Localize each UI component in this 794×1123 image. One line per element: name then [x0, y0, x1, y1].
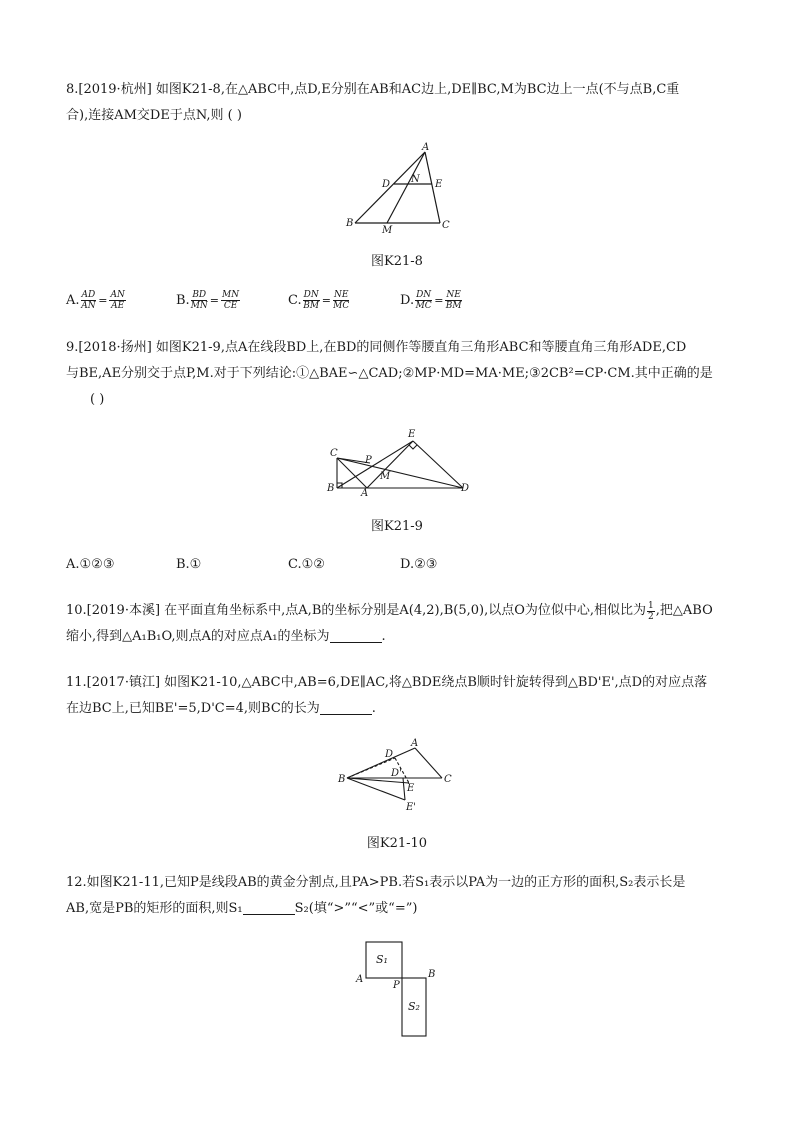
- q8-seg-am: [387, 152, 425, 223]
- q8-option-a-frac2: $\frac{AN}{AE}$: [110, 290, 125, 311]
- question-8: [66, 77, 730, 129]
- q9-seg-ed: [413, 441, 463, 488]
- q11-label-c: C: [444, 774, 452, 785]
- question-11: [66, 670, 730, 722]
- q8-text-line1: 8.[2019·杭州] 如图K21-8,在△ABC中,点D,E分别在AB和AC边上,DE∥BC,M为BC边上一点(不与点B,C重: [66, 82, 680, 97]
- q11-seg-bd-dashed: [347, 758, 395, 778]
- q12-label-b: B: [428, 969, 436, 980]
- q11-text-line1: 11.[2017·镇江] 如图K21-10,△ABC中,AB=6,DE∥AC,将△BDE绕点B顺时针旋转得到△BD'E',点D的对应点落: [66, 675, 708, 690]
- figure-k21-8: [340, 140, 460, 235]
- q9-label-m: M: [380, 471, 391, 482]
- q9-option-d[interactable]: D.②③: [400, 557, 438, 572]
- q8-option-d-frac1: $\frac{DN}{MC}$: [415, 290, 432, 311]
- q8-label-d: D: [382, 179, 391, 190]
- q8-option-a[interactable]: A. $\frac{AD}{AN}$ = $\frac{AN}{AE}$: [66, 290, 125, 311]
- q11-caption: 图K21-10: [366, 836, 428, 851]
- q10-answer-blank[interactable]: [330, 628, 382, 643]
- q9-label-e: E: [408, 429, 416, 440]
- q11-label-b: B: [338, 774, 346, 785]
- figure-k21-10: [335, 738, 465, 816]
- q11-seg-ac: [415, 748, 442, 778]
- q8-label-m: M: [382, 225, 393, 235]
- question-10: [66, 598, 730, 650]
- q8-label-e: E: [435, 179, 443, 190]
- q9-text-line3: ( ): [90, 392, 105, 407]
- q12-label-s1: S₁: [376, 953, 388, 966]
- q9-label-p: P: [365, 455, 372, 466]
- q9-text-line2: 与BE,AE分别交于点P,M.对于下列结论:①△BAE∽△CAD;②MP·MD=MA·ME;③2CB²=CP·CM.其中正确的是: [66, 366, 713, 381]
- q11-text-line2: 在边BC上,已知BE'=5,D'C=4,则BC的长为 .: [66, 701, 376, 716]
- q8-option-c-frac1: $\frac{DN}{BM}$: [303, 290, 320, 311]
- q8-option-d-frac2: $\frac{NE}{BM}$: [445, 290, 462, 311]
- figure-k21-11: [352, 938, 442, 1040]
- q11-seg-be-prime: [347, 778, 405, 800]
- question-12: [66, 870, 730, 922]
- q11-label-e-prime: E': [406, 802, 417, 813]
- q11-answer-blank[interactable]: [320, 700, 372, 715]
- q11-label-e: E: [407, 783, 415, 794]
- q8-option-a-frac1: $\frac{AD}{AN}$: [81, 290, 96, 311]
- q8-option-c[interactable]: C. $\frac{DN}{BM}$ = $\frac{NE}{MC}$: [288, 290, 350, 311]
- figure-k21-9: [323, 425, 475, 497]
- q9-text-line1: 9.[2018·扬州] 如图K21-9,点A在线段BD上,在BD的同侧作等腰直角三角形ABC和等腰直角三角形ADE,CD: [66, 340, 687, 355]
- q12-text-line1: 12.如图K21-11,已知P是线段AB的黄金分割点,且PA>PB.若S₁表示以PA为一边的正方形的面积,S₂表示长是: [66, 875, 686, 890]
- q9-seg-be: [337, 441, 413, 488]
- q9-label-c: C: [330, 448, 338, 459]
- q11-label-d-prime: D': [391, 768, 402, 779]
- q8-text-line2: 合),连接AM交DE于点N,则 ( ): [66, 108, 242, 123]
- q8-option-d[interactable]: D. $\frac{DN}{MC}$ = $\frac{NE}{BM}$: [400, 290, 462, 311]
- q10-text-line2: 缩小,得到△A₁B₁O,则点A的对应点A₁的坐标为 .: [66, 629, 386, 644]
- q10-ratio-fraction: $\frac{1}{2}$: [648, 600, 654, 622]
- q9-option-a[interactable]: A.①②③: [66, 557, 115, 572]
- q8-option-b-frac2: $\frac{MN}{CE}$: [222, 290, 240, 311]
- q10-text-line1: 10.[2019·本溪] 在平面直角坐标系中,点A,B的坐标分别是A(4,2),B(5,0),以点O为位似中心,相似比为 $\frac{1}{2}$ ,把△ABO: [66, 600, 713, 622]
- question-9: [66, 335, 730, 413]
- q12-label-s2: S₂: [408, 1000, 420, 1013]
- q12-label-a: A: [356, 974, 364, 985]
- q8-caption: 图K21-8: [371, 254, 423, 269]
- q11-label-d: D: [385, 749, 394, 760]
- q9-label-a: A: [361, 488, 369, 497]
- q12-text-line2: AB,宽是PB的矩形的面积,则S₁ S₂(填“>”“<”或“=”): [66, 901, 418, 916]
- q8-option-c-frac2: $\frac{NE}{MC}$: [333, 290, 350, 311]
- q8-label-c: C: [442, 220, 450, 231]
- q9-right-angle-e: [409, 445, 417, 449]
- q8-option-b-frac1: $\frac{BD}{MN}$: [190, 290, 208, 311]
- q12-label-p: P: [393, 980, 400, 991]
- q9-option-c[interactable]: C.①②: [288, 557, 325, 572]
- q9-seg-cd: [337, 458, 463, 488]
- q8-label-n: N: [411, 174, 420, 185]
- q9-caption: 图K21-9: [371, 519, 423, 534]
- q11-seg-d-prime-e-prime: [403, 778, 405, 800]
- q8-label-a: A: [422, 142, 430, 153]
- q9-label-b: B: [327, 483, 335, 494]
- q12-answer-blank[interactable]: [243, 900, 295, 915]
- q9-option-b[interactable]: B.①: [176, 557, 202, 572]
- q8-label-b: B: [346, 218, 354, 229]
- q9-label-d: D: [461, 483, 470, 494]
- q8-option-b[interactable]: B. $\frac{BD}{MN}$ = $\frac{MN}{CE}$: [176, 290, 240, 311]
- q11-label-a: A: [411, 738, 419, 749]
